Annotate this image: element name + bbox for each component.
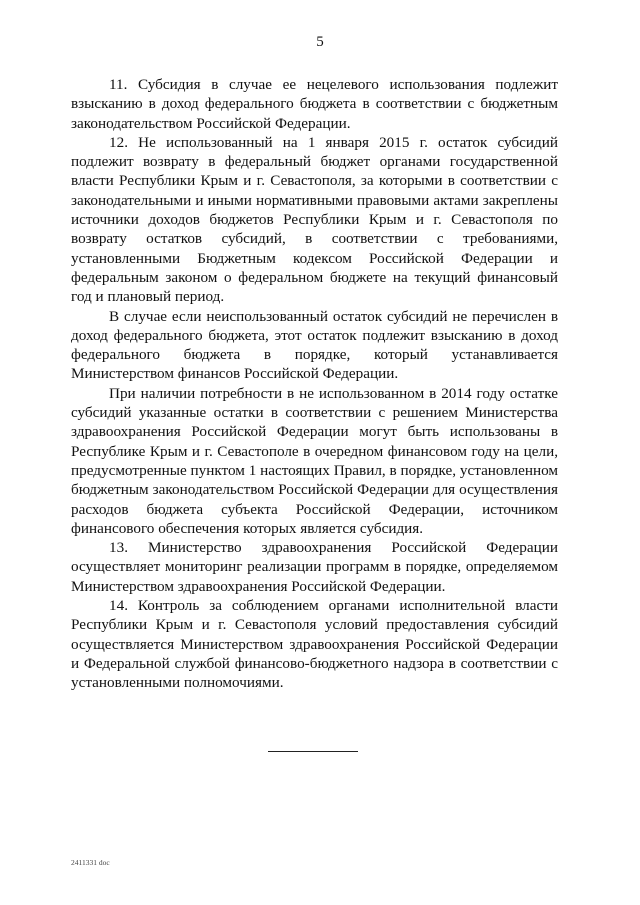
end-divider-line — [268, 751, 358, 752]
paragraph-13: 13. Министерство здравоохранения Российской Федерации осуществляет мониторинг реализации программ в порядке, определяемом Министерством здравоохранения Российской Федерации. — [71, 539, 558, 595]
paragraph-11: 11. Субсидия в случае ее нецелевого использования подлежит взысканию в доход федерального бюджета в соответствии с бюджетным законодательством Российской Федерации. — [71, 76, 558, 132]
page-number: 5 — [316, 34, 324, 50]
paragraph-12-remaining-need: При наличии потребности в не использованном в 2014 году остатке субсидий указанные остатки в соответствии с решением Министерства здравоохранения Российской Федерации могут быть использованы в Республике Крым и г. Севастополе в очередном финансовом году на цели, предусмотренные пунктом 1 настоящих Правил, в порядке, установленном бюджетным законодательством Российской Федерации для осуществления расходов бюджета субъекта Российской Федерации, источником финансового обеспечения которых является субсидия. — [71, 384, 558, 537]
document-code: 2411331 doc — [71, 858, 110, 867]
document-body — [71, 75, 558, 693]
paragraph-14: 14. Контроль за соблюдением органами исполнительной власти Республики Крым и г. Севастополя условий предоставления субсидий осуществляется Министерством здравоохранения Российской Федерации и Федеральной службой финансово-бюджетного надзора в соответствии с установленными полномочиями. — [71, 597, 558, 692]
paragraph-12-unused-balance: В случае если неиспользованный остаток субсидий не перечислен в доход федерального бюджета, этот остаток подлежит взысканию в доход федерального бюджета в порядке, который устанавливается Министерством финансов Российской Федерации. — [71, 307, 558, 383]
paragraph-12: 12. Не использованный на 1 января 2015 г. остаток субсидий подлежит возврату в федеральный бюджет органами государственной власти Республики Крым и г. Севастополя, за которыми в соответствии с законодательными и иными нормативными правовыми актами закреплены источники доходов бюджетов Республики Крым и г. Севастополя по возврату остатков субсидий, в соответствии с требованиями, установленными Бюджетным кодексом Российской Федерации и федеральным законом о федеральном бюджете на текущий финансовый год и плановый период. — [71, 133, 558, 306]
